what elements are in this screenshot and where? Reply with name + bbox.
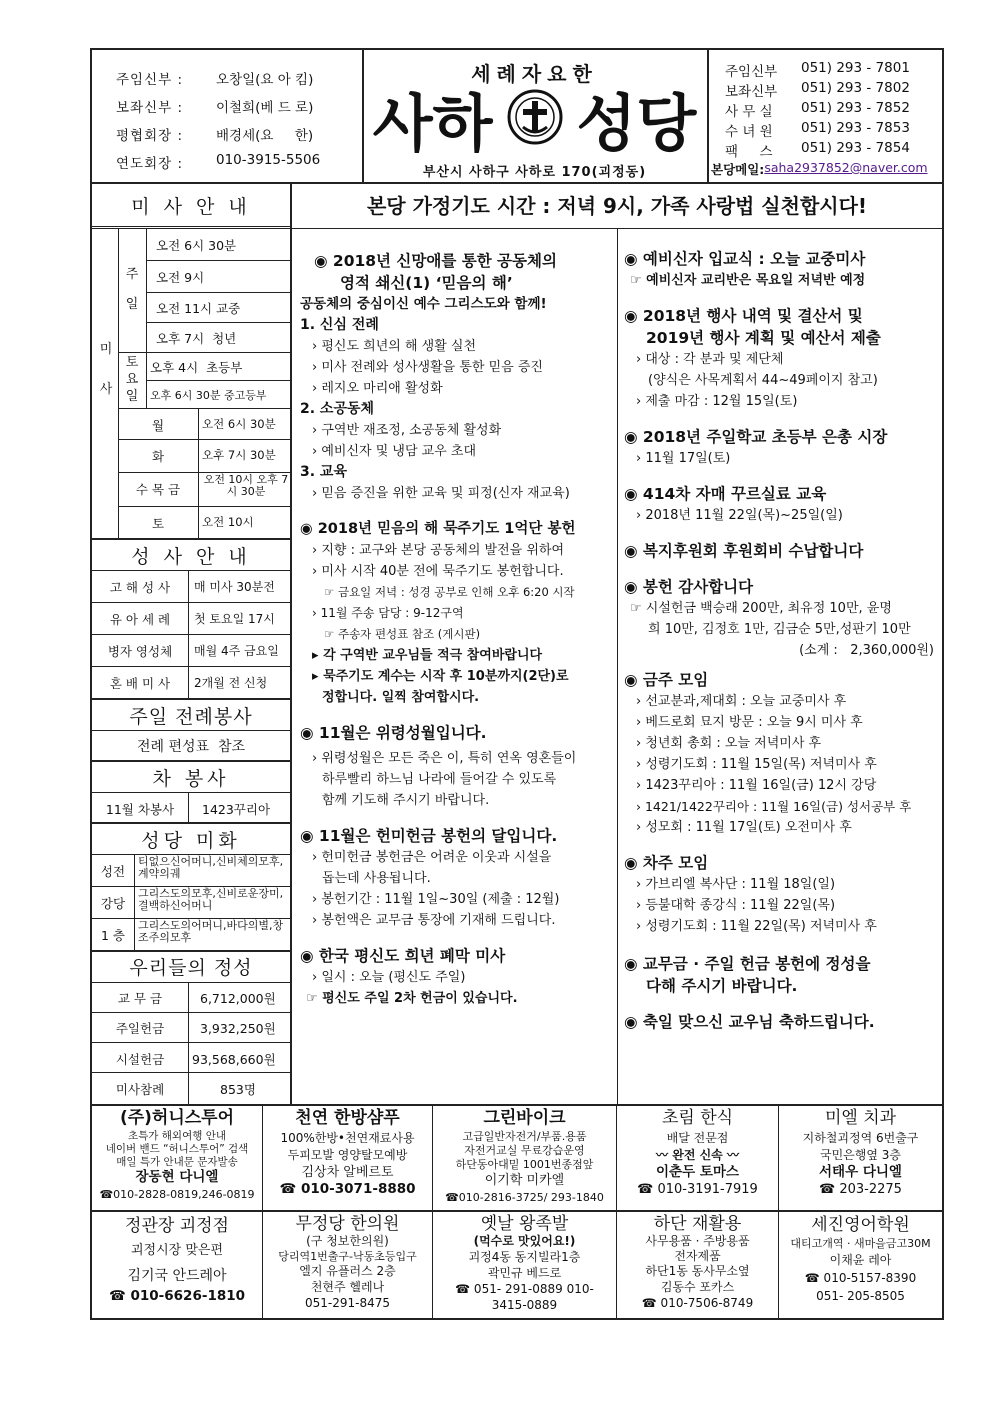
donation-subtotal: (소계 : 2,360,000원) [799,643,934,658]
notice-heading: ◉ 예비신자 입교식 : 오늘 교중미사 [624,250,866,268]
church-emblem-icon [507,89,563,159]
mass-schedule-title: 미 사 안 내 [131,196,251,218]
weekday-mon-time: 오전 6시 30분 [202,417,276,431]
sacrament-name: 병자 영성체 [107,644,173,659]
email-link[interactable]: saha2937852@naver.com [764,160,928,175]
prayer-banner: 본당 가정기도 시간 : 저녁 9시, 가족 사랑법 실천합시다! [366,194,868,218]
parish-address: 부산시 사하구 사하로 170(괴정동) [422,165,647,180]
notice-item: ▸ 각 구역반 교우님들 적극 참여바랍니다 [312,648,543,663]
attendance-count: 853명 [220,1082,256,1097]
weekday-tue: 화 [151,449,165,464]
ad-green-bike: 그린바이크 고급일반자전거/부품.용품 자전거교실 무료강습운영 하단동아대밑 1001번종점앞 이기학 미카엘 ☎010-2816-3725/ 293-1840 [445,1108,604,1204]
cleaning-area: 강당 [100,896,126,911]
notice-item: › 미사 전례와 성사생활을 통한 믿음 증진 [312,360,543,375]
contact-label: 주임신부 [725,64,778,80]
car-service-title: 차 봉사 [152,768,230,790]
contact-phone: 051) 293 - 7802 [801,80,910,96]
ad-chorim-korean: 초림 한식 배달 전문점 〰 완전 신속 〰 이춘두 토마스 ☎ 010-3191-7919 [637,1108,758,1197]
notice-item: › 지향 : 교구와 본당 공동체의 발전을 위하여 [312,543,565,558]
notice-heading: ◉ 2018년 믿음의 해 묵주기도 1억단 봉헌 [300,521,576,537]
meeting-item: › 선교분과,제대회 : 오늘 교중미사 후 [636,694,847,709]
saturday-label: 토 요 일 [125,355,139,404]
notice-item: › 봉헌액은 교무금 통장에 기재해 드립니다. [312,913,556,928]
notice-item: › 봉헌기간 : 11월 1일~30일 (제출 : 12월) [312,892,560,907]
sacrament-name: 고 해 성 사 [109,580,171,595]
notice-heading: ◉ 차주 모임 [624,854,709,872]
notice-column-left [300,250,612,1009]
sunday-mass-1: 오전 6시 30분 [156,238,237,253]
sunday-label: 주 일 [125,267,139,312]
staff-role: 연도회장 : [116,156,184,172]
offering-amount: 6,712,000원 [200,991,276,1006]
meeting-item: › 베드로회 묘지 방문 : 오늘 9시 미사 후 [636,715,863,730]
staff-name: 배경세(요 한) [216,128,314,144]
notice-heading: 영적 쇄신(1) ‘믿음의 해’ [340,274,513,292]
notice-heading: 다해 주시기 바랍니다. [646,977,798,995]
staff-phone: 010-3915-5506 [216,152,321,168]
notice-item: 돕는데 사용됩니다. [322,871,431,886]
meeting-item: › 등불대학 종강식 : 11월 22일(목) [636,898,836,913]
notice-item: › 대상 : 각 분과 및 제단체 [636,352,784,367]
cleaning-groups: 티없으신어머니,신비체의모후,계약의궤 [138,855,284,880]
weekday-sat: 토 [151,516,165,531]
notice-item: 함께 기도해 주시기 바랍니다. [322,793,490,808]
saturday-mass-2: 오후 6시 30분 중고등부 [150,389,267,402]
notice-heading: ◉ 금주 모임 [624,671,709,689]
donor-list: 희 10만, 김정호 1만, 김금순 5만,성판기 10만 [648,622,911,637]
meeting-item: › 1423꾸리아 : 11월 16일(금) 12시 강당 [636,778,877,793]
offering-type: 주일헌금 [115,1021,165,1036]
ad-jungkwanjang: 정관장 괴정점 괴정시장 맞은편 김기국 안드레아 ☎ 010-6626-1810 [108,1216,246,1304]
sacrament-time: 첫 토요일 17시 [194,612,275,626]
notice-heading: ◉ 축일 맞으신 교우님 축하드립니다. [624,1013,875,1031]
notice-heading: ◉ 11월은 위령성월입니다. [300,724,487,742]
ad-mujeongdang-clinic: 무정당 한의원 (구 청보한의원) 당리역1번출구-낙동초등입구 엘지 유플러스 2층 천현주 헬레나 051-291-8475 [278,1214,417,1310]
car-service-month: 11월 차봉사 [105,802,175,817]
notice-item: 하루빨리 하느님 나라에 들어갈 수 있도록 [322,772,557,787]
contact-label: 팩 스 [725,144,773,160]
staff-role: 주임신부 : [116,72,184,88]
weekday-wed-fri-time: 오전 10시 오후 7시 30분 [203,473,289,498]
meeting-item: › 청년회 총회 : 오늘 저녁미사 후 [636,736,822,751]
notice-note: ☞ 예비신자 교리반은 목요일 저녁반 예정 [630,273,866,288]
ad-hadan-recycle: 하단 재활용 사무용품 · 주방용품 전자제품 하단1동 동사무소옆 김동수 포카스 ☎ 010-7506-8749 [641,1214,754,1310]
notice-item: › 2018년 11월 22일(목)~25일(일) [636,508,843,523]
notice-heading: ◉ 2018년 행사 내역 및 결산서 및 [624,307,863,325]
notice-item: › 미사 시작 40분 전에 묵주기도 봉헌합니다. [312,564,564,579]
meeting-item: › 성령기도회 : 11월 22일(목) 저녁미사 후 [636,919,877,934]
cleaning-title: 성당 미화 [141,830,241,852]
weekday-sat-time: 오전 10시 [202,515,254,529]
notice-item: › 레지오 마리애 활성화 [312,381,443,396]
ad-sejin-english: 세진영어학원 대티고개역 · 새마을금고30M 이채윤 레아 ☎ 010-5157-8390 051- 205-8505 [790,1215,931,1303]
offering-type: 시설헌금 [115,1052,165,1067]
email-label: 본당메일: [711,162,765,177]
notice-heading: 2019년 행사 계획 및 예산서 제출 [646,329,881,347]
bulletin-frame [90,48,944,1320]
offering-title: 우리들의 정성 [129,957,253,979]
meeting-item: › 성령기도회 : 11월 15일(목) 저녁미사 후 [636,757,877,772]
notice-item: ▸ 묵주기도 계수는 시작 후 10분까지(2단)로 [312,669,569,684]
staff-name: 이철희(베 드 로) [216,100,314,116]
sacrament-name: 유 아 세 례 [109,612,171,627]
parish-patron: 세례자요한 [471,62,598,86]
contact-label: 사 무 실 [725,104,773,120]
notice-subheading: 공동체의 중심이신 예수 그리스도와 함께! [300,296,547,312]
sacrament-title: 성 사 안 내 [131,546,251,568]
contact-phone: 051) 293 - 7853 [801,120,910,136]
notice-subheading: 3. 교육 [300,464,347,480]
notice-heading: ◉ 봉헌 감사합니다 [624,578,754,596]
notice-item: › 헌미헌금 봉헌금은 어려운 이웃과 시설을 [312,850,552,865]
offering-type: 미사참례 [115,1082,165,1097]
car-service-group: 1423꾸리아 [202,802,271,817]
notice-item: › 예비신자 및 냉담 교우 초대 [312,444,477,459]
notice-item: › 11월 17일(토) [636,451,731,466]
cleaning-groups: 그리스도의모후,신비로운장미,결백하신어머니 [138,887,284,912]
weekday-mon: 월 [151,418,165,433]
notice-item: 정합니다. 일찍 참여합시다. [322,690,480,705]
mass-label: 미 사 [99,342,113,397]
notice-heading: ◉ 2018년 신망애를 통한 공동체의 [314,252,557,270]
contact-list [707,50,944,182]
notice-item: › 11월 주송 담당 : 9-12구역 [312,606,464,620]
notice-item: › 제출 마감 : 12월 15일(토) [636,394,798,409]
weekday-wed-fri: 수 목 금 [135,482,181,497]
staff-name: 오창일(요 아 킴) [216,72,314,88]
notice-column-right [624,248,942,1033]
sacrament-time: 매 미사 30분전 [194,580,275,594]
notice-note: ☞ 평신도 주일 2차 헌금이 있습니다. [306,991,518,1006]
contact-fax: 051) 293 - 7854 [801,140,910,156]
offering-type: 교 무 금 [117,991,163,1006]
title-left: 사하 [372,87,493,160]
offering-amount: 3,932,250원 [200,1021,276,1036]
sacrament-time: 2개월 전 신청 [194,676,268,690]
ad-wangjokbal: 옛날 왕족발 (먹수로 맛있어요!) 괴정4동 동지빌라1층 곽민규 베드로 ☎ 051- 291-0889 010-3415-0889 [455,1214,594,1312]
sacrament-time: 매월 4주 금요일 [194,644,279,658]
contact-phone: 051) 293 - 7852 [801,100,910,116]
cleaning-groups: 그리스도의어머니,바다의별,창조주의모후 [138,919,284,944]
notice-note: ☞ 주송자 편성표 참조 (게시판) [324,627,481,641]
sunday-mass-3: 오전 11시 교중 [156,301,241,316]
sunday-mass-4: 오후 7시 청년 [156,331,237,346]
notice-heading: ◉ 한국 평신도 희년 폐막 미사 [300,947,506,965]
cleaning-area: 1 층 [100,928,125,943]
meeting-item: › 가브리엘 복사단 : 11월 18일(일) [636,877,836,892]
cleaning-area: 성전 [100,864,126,879]
contact-label: 수 녀 원 [725,124,773,140]
notice-item: › 위령성월은 모든 죽은 이, 특히 연옥 영혼들이 [312,751,577,766]
contact-phone: 051) 293 - 7801 [801,60,910,76]
meeting-item: › 1421/1422꾸리아 : 11월 16일(금) 성서공부 후 [636,799,912,814]
notice-item: › 구역반 재조정, 소공동체 활성화 [312,423,502,438]
notice-heading: ◉ 교무금 · 주일 헌금 봉헌에 정성을 [624,955,871,973]
liturgy-note: 전례 편성표 참조 [136,739,246,755]
notice-heading: ◉ 2018년 주일학교 초등부 은총 시장 [624,428,888,446]
ad-herbal-shampoo: 천연 한방샴푸 100%한방•천연재료사용 두피모발 영양탈모예방 김상차 알베르토 ☎ 010-3071-8880 [279,1108,416,1197]
masthead [362,50,707,182]
notice-heading: ◉ 복지후원회 후원회비 수납합니다 [624,542,864,560]
title-right: 성당 [576,87,697,160]
saturday-mass-1: 오후 4시 초등부 [150,360,243,375]
notice-item: › 일시 : 오늘 (평신도 주일) [312,970,466,985]
contact-label: 보좌신부 [725,84,778,100]
notice-subheading: 2. 소공동체 [300,401,375,417]
notice-heading: ◉ 11월은 헌미헌금 봉헌의 달입니다. [300,827,558,845]
notice-item: (양식은 사목계획서 44~49페이지 참고) [648,373,878,388]
notice-item: › 믿음 증진을 위한 교육 및 피정(신자 재교육) [312,486,570,501]
sunday-mass-2: 오전 9시 [156,270,205,285]
liturgy-title: 주일 전례봉사 [129,706,253,728]
staff-role: 보좌신부 : [116,100,184,116]
weekday-tue-time: 오후 7시 30분 [202,448,276,462]
notice-item: › 평신도 희년의 해 생활 실천 [312,339,477,354]
ad-honeys-tour: (주)허니스투어 초특가 해외여행 안내 네이버 밴드 “허니스투어” 검색 매일 특가 안내문 문자발송 장동현 다니엘 ☎010-2828-0819,246-0819 [99,1108,255,1201]
offering-amount: 93,568,660원 [192,1052,276,1067]
sacrament-name: 혼 배 미 사 [109,676,171,691]
staff-role: 평협회장 : [116,128,184,144]
staff-list [92,50,362,182]
ad-miel-dental: 미엘 치과 지하철괴정역 6번출구 국민은행옆 3층 서태우 다니엘 ☎ 203-2275 [802,1108,919,1197]
meeting-item: › 성모회 : 11월 17일(토) 오전미사 후 [636,820,852,835]
notice-heading: ◉ 414차 자매 꾸르실료 교육 [624,485,827,503]
notice-subheading: 1. 신심 전례 [300,317,379,333]
donor-list: ☞ 시설헌금 백승래 200만, 최유정 10만, 윤명 [630,601,892,616]
notice-note: ☞ 금요일 저녁 : 성경 공부로 인해 오후 6:20 시작 [324,585,575,599]
